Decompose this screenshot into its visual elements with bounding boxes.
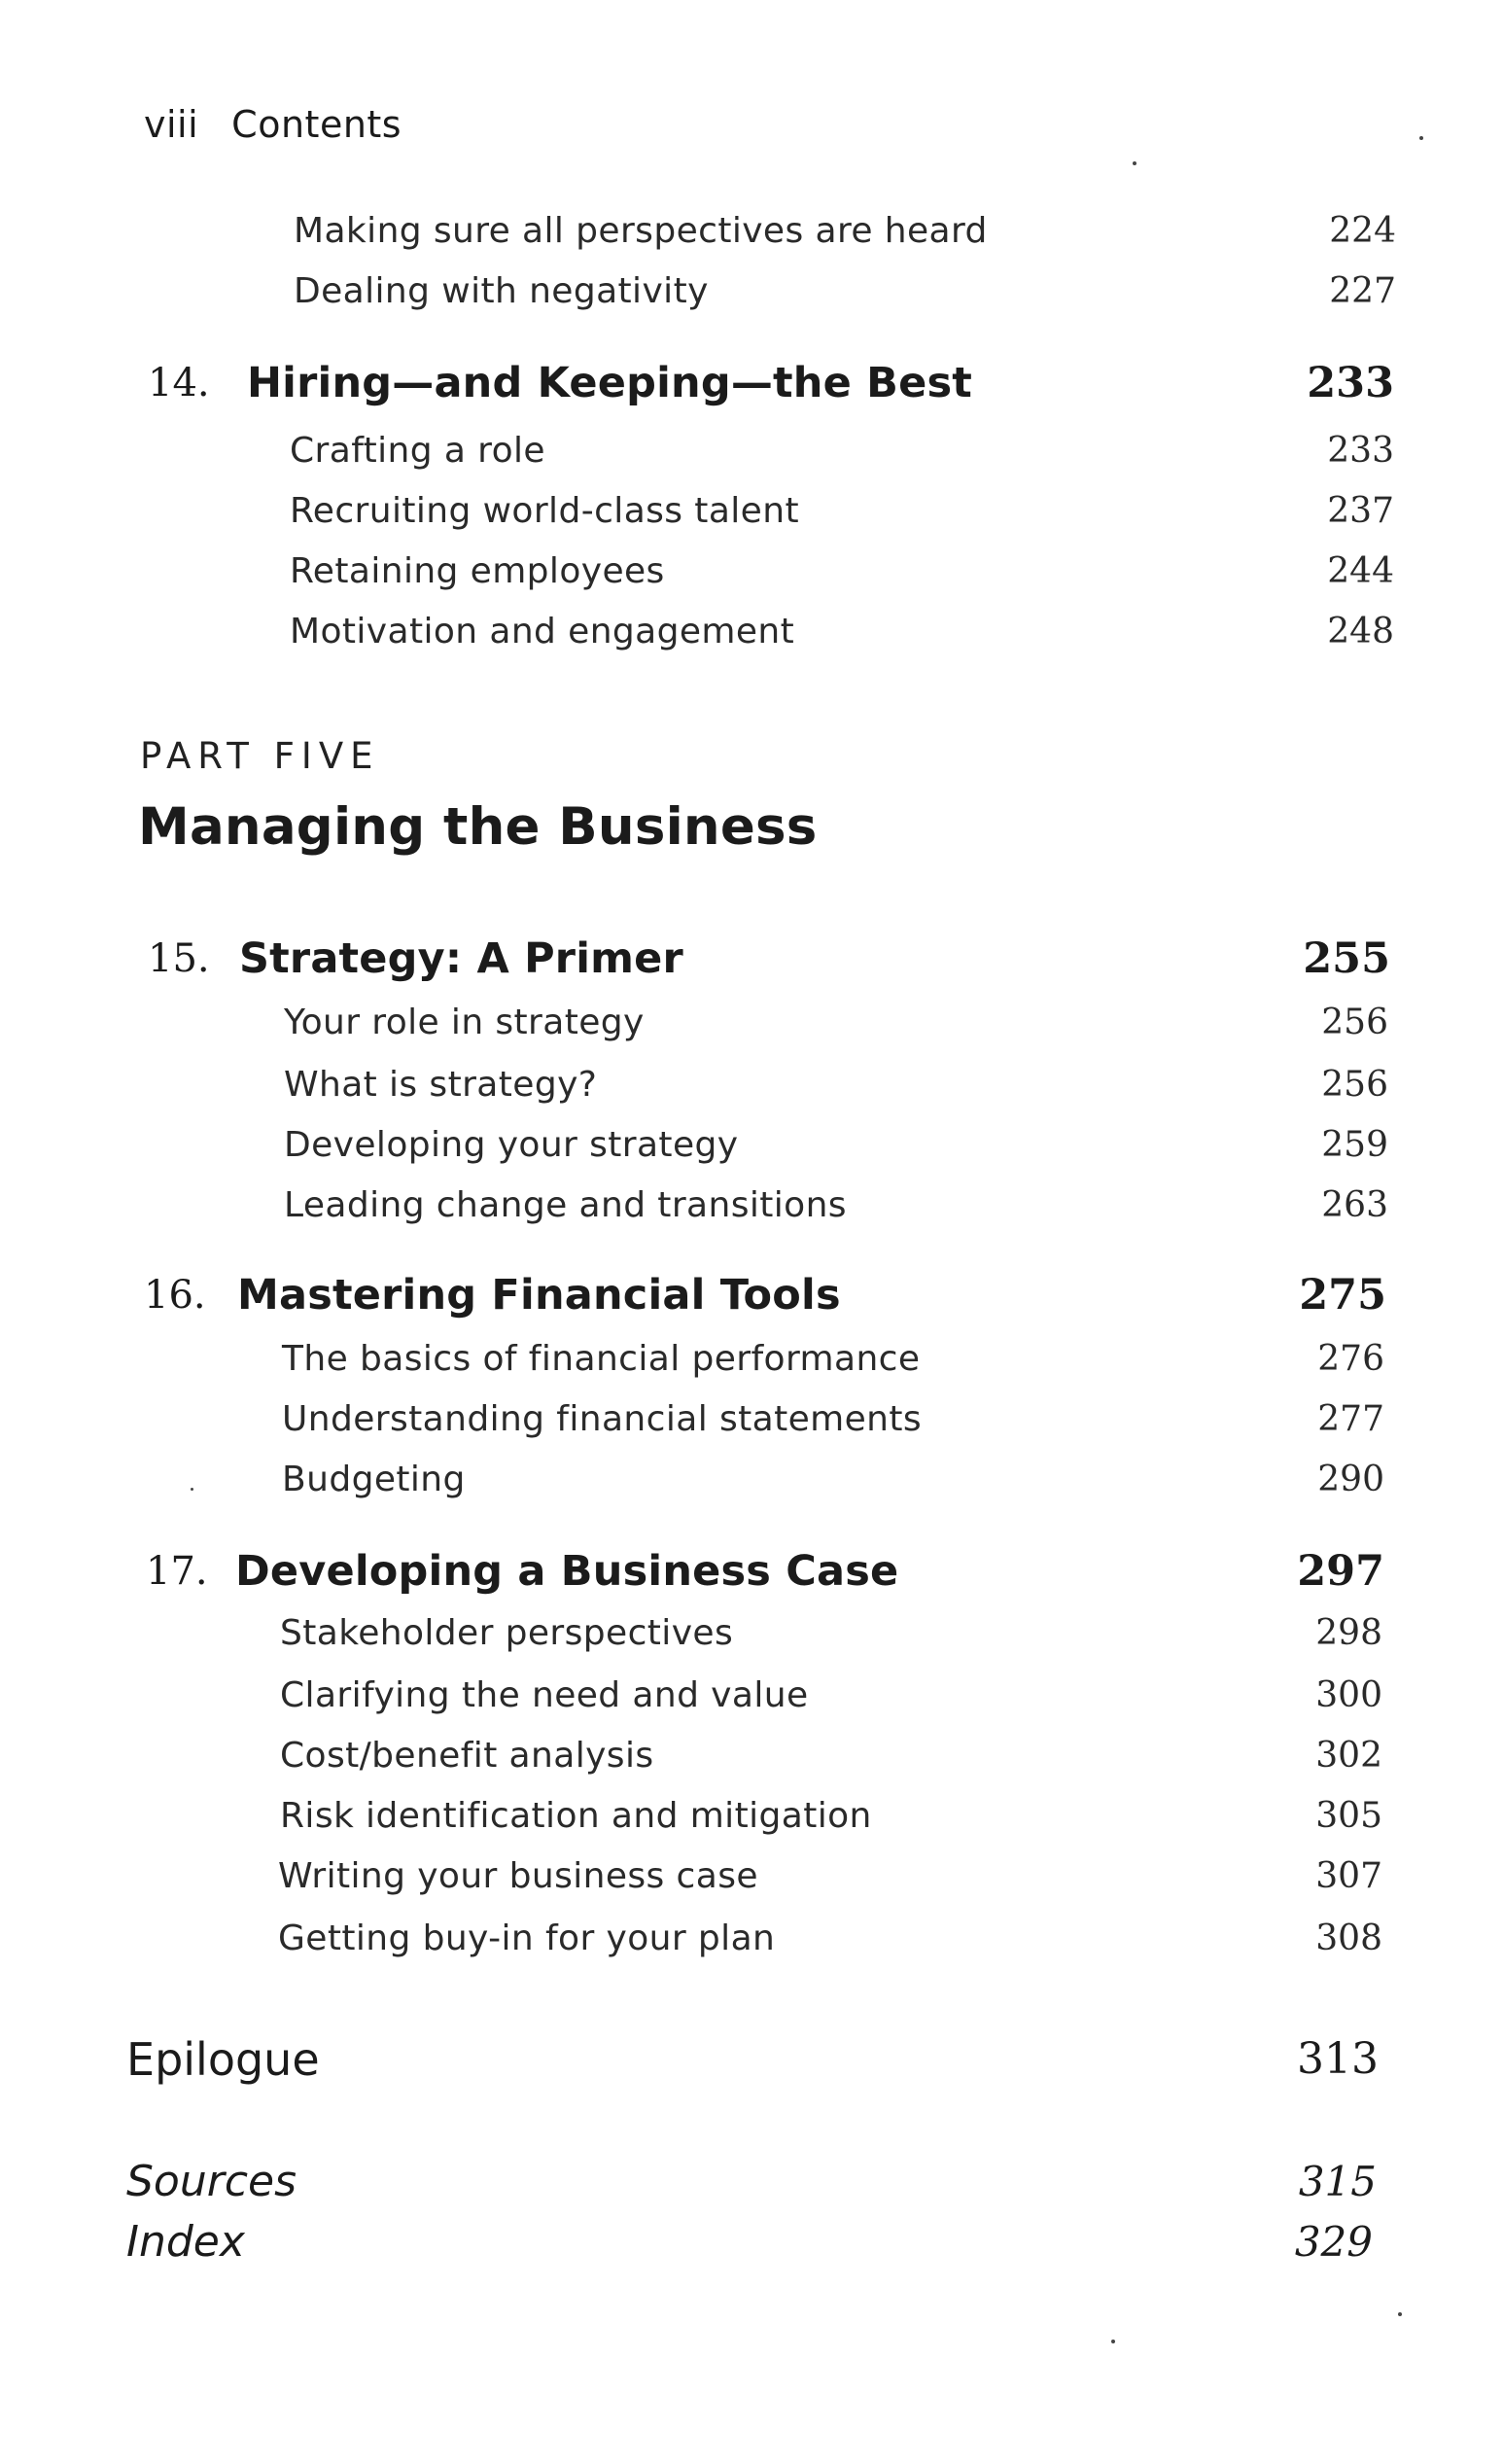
section-title: The basics of financial performance [282, 1339, 921, 1379]
section-title: Leading change and transitions [284, 1185, 847, 1225]
toc-section-row[interactable] [0, 1056, 1503, 1114]
chapter-page: 233 [1307, 359, 1394, 407]
section-title: Cost/benefit analysis [280, 1736, 654, 1776]
section-page: 307 [1315, 1856, 1382, 1896]
toc-section-row[interactable] [0, 994, 1503, 1052]
scan-speck [1398, 2312, 1402, 2316]
chapter-title: Strategy: A Primer [239, 934, 683, 983]
toc-section-row[interactable] [0, 1667, 1503, 1725]
toc-chapter-row[interactable] [0, 1266, 1503, 1324]
section-title: Your role in strategy [284, 1003, 645, 1042]
section-title: Making sure all perspectives are heard [294, 211, 988, 251]
chapter-page: 275 [1299, 1271, 1386, 1320]
toc-section-row[interactable] [0, 603, 1503, 661]
section-page: 308 [1315, 1918, 1382, 1958]
toc-section-row[interactable] [0, 1451, 1503, 1509]
toc-section-row[interactable] [0, 202, 1503, 261]
chapter-page: 255 [1303, 934, 1390, 983]
scan-speck [1111, 2340, 1115, 2343]
section-title: Retaining employees [290, 551, 665, 591]
chapter-title: Hiring—and Keeping—the Best [247, 359, 973, 407]
section-title: Risk identification and mitigation [280, 1796, 872, 1836]
chapter-page: 297 [1297, 1547, 1384, 1596]
toc-backmatter-row[interactable] [0, 2153, 1503, 2211]
epilogue-page: 313 [1297, 2034, 1379, 2084]
epilogue-title: Epilogue [126, 2033, 320, 2086]
backmatter-title: Sources [126, 2157, 297, 2206]
section-page: 259 [1321, 1125, 1388, 1165]
section-page: 248 [1327, 612, 1394, 651]
section-page: 302 [1315, 1736, 1382, 1776]
toc-section-row[interactable] [0, 1177, 1503, 1235]
page-folio: viii [144, 103, 199, 146]
toc-chapter-row[interactable] [0, 1542, 1503, 1601]
section-title: Developing your strategy [284, 1125, 739, 1165]
chapter-title: Mastering Financial Tools [237, 1271, 841, 1320]
toc-section-row[interactable] [0, 1910, 1503, 1968]
backmatter-page: 329 [1294, 2218, 1373, 2266]
running-head [144, 103, 402, 146]
toc-section-row[interactable] [0, 1727, 1503, 1785]
toc-section-row[interactable] [0, 482, 1503, 541]
toc-chapter-row[interactable] [0, 354, 1503, 412]
section-page: 244 [1327, 551, 1394, 591]
toc-section-row[interactable] [0, 1787, 1503, 1846]
chapter-title: Developing a Business Case [235, 1547, 899, 1596]
section-page: 300 [1315, 1675, 1382, 1715]
section-title: Stakeholder perspectives [280, 1613, 734, 1653]
running-title: Contents [231, 103, 402, 146]
toc-section-row[interactable] [0, 422, 1503, 480]
section-title: Clarifying the need and value [280, 1675, 809, 1715]
backmatter-page: 315 [1298, 2158, 1377, 2205]
section-page: 256 [1321, 1065, 1388, 1105]
part-title: Managing the Business [138, 797, 818, 857]
toc-section-row[interactable] [0, 263, 1503, 321]
chapter-number: 14. [148, 361, 210, 405]
section-title: Crafting a role [290, 431, 545, 471]
section-page: 290 [1317, 1460, 1384, 1499]
section-page: 233 [1327, 431, 1394, 471]
toc-backmatter-row[interactable] [0, 2213, 1503, 2271]
toc-section-row[interactable] [0, 543, 1503, 601]
section-title: Writing your business case [278, 1856, 758, 1896]
section-page: 224 [1329, 211, 1396, 251]
section-title: Understanding financial statements [282, 1399, 923, 1439]
section-page: 227 [1329, 271, 1396, 311]
section-title: Motivation and engagement [290, 612, 795, 651]
section-title: Getting buy-in for your plan [278, 1918, 776, 1958]
section-page: 263 [1321, 1185, 1388, 1225]
toc-section-row[interactable] [0, 1116, 1503, 1175]
section-title: What is strategy? [284, 1065, 598, 1105]
section-page: 256 [1321, 1003, 1388, 1042]
toc-chapter-row[interactable] [0, 930, 1503, 988]
chapter-number: 17. [146, 1549, 208, 1594]
toc-section-row[interactable] [0, 1848, 1503, 1906]
section-title: Budgeting [282, 1460, 466, 1499]
chapter-number: 16. [144, 1273, 206, 1318]
chapter-number: 15. [148, 936, 210, 981]
scan-speck [191, 1488, 193, 1491]
toc-section-row[interactable] [0, 1330, 1503, 1389]
part-label: PART FIVE [140, 735, 380, 777]
toc-section-row[interactable] [0, 1390, 1503, 1449]
section-title: Dealing with negativity [294, 271, 709, 311]
toc-section-row[interactable] [0, 1604, 1503, 1663]
section-page: 277 [1317, 1399, 1384, 1439]
section-page: 276 [1317, 1339, 1384, 1379]
toc-epilogue-row[interactable] [0, 2030, 1503, 2089]
scan-speck [1419, 136, 1423, 140]
backmatter-title: Index [126, 2217, 245, 2267]
section-page: 237 [1327, 491, 1394, 531]
section-title: Recruiting world-class talent [290, 491, 799, 531]
section-page: 305 [1315, 1796, 1382, 1836]
section-page: 298 [1315, 1613, 1382, 1653]
scan-speck [1133, 161, 1136, 165]
